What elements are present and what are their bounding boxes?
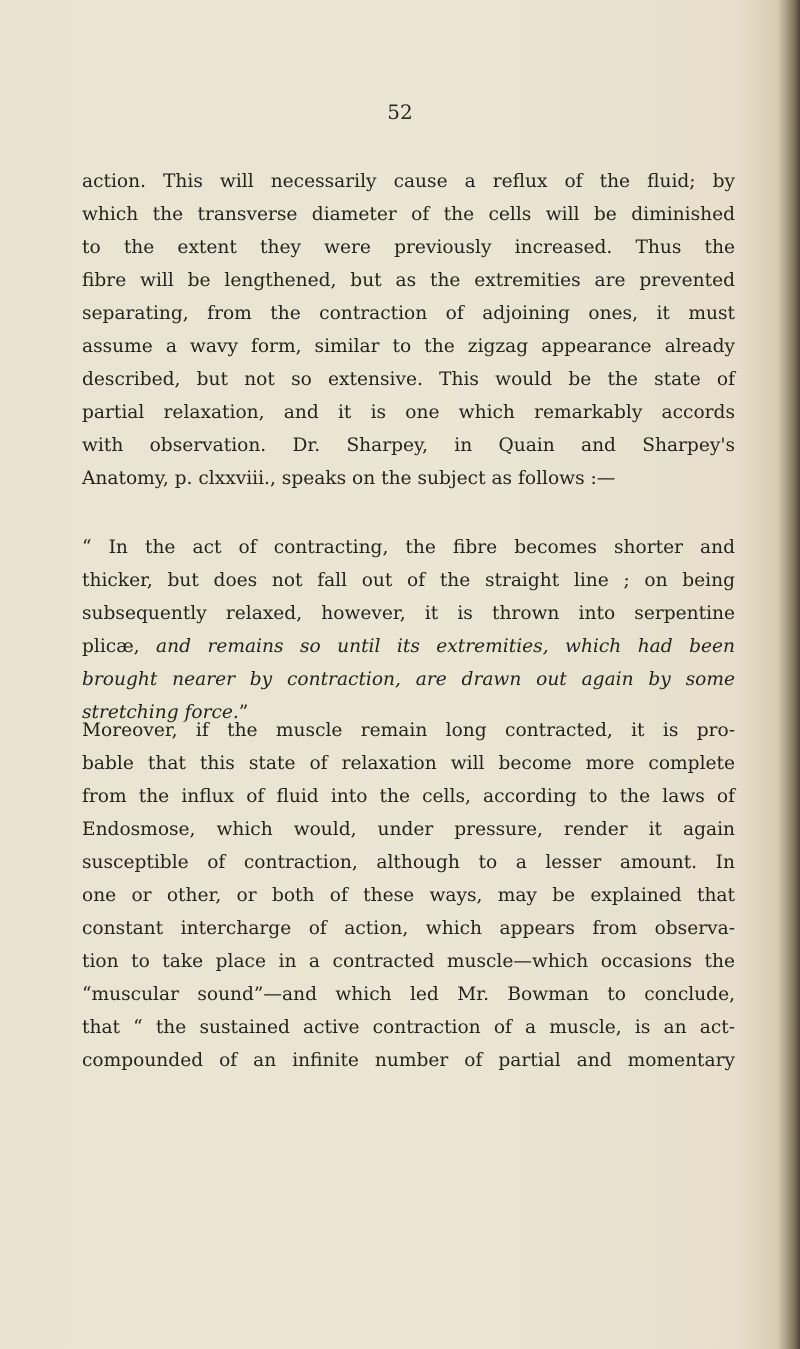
quote-italic-text: brought nearer by contraction, are drawn out again by some	[82, 669, 735, 690]
page-edge-shadow	[778, 0, 800, 1349]
text-line: bable that this state of relaxation will become more complete	[82, 753, 735, 774]
text-line: fibre will be lengthened, but as the extremities are prevented	[82, 270, 735, 291]
text-line: Anatomy, p. clxxviii., speaks on the subject as follows :—	[82, 468, 616, 489]
text-line: assume a wavy form, similar to the zigzag appearance already	[82, 336, 735, 357]
quote-close-mark: ”	[238, 702, 249, 723]
text-line: tion to take place in a contracted muscle—which occasions the	[82, 951, 735, 972]
text-line: Endosmose, which would, under pressure, render it again	[82, 819, 735, 840]
quote-italic-text: stretching force.	[82, 702, 239, 723]
page-number: 52	[387, 100, 413, 124]
quote-line: subsequently relaxed, however, it is thrown into serpentine	[82, 603, 735, 624]
quote-line: thicker, but does not fall out of the straight line ; on being	[82, 570, 735, 591]
quote-plain-text: plicæ,	[82, 636, 157, 657]
text-line: which the transverse diameter of the cells will be diminished	[82, 204, 735, 225]
text-line: that “ the sustained active contraction of a muscle, is an act-	[82, 1017, 735, 1038]
block-quote	[82, 531, 735, 729]
text-line: susceptible of contraction, although to a lesser amount. In	[82, 852, 735, 873]
text-line: with observation. Dr. Sharpey, in Quain and Sharpey's	[82, 435, 735, 456]
text-line: from the influx of fluid into the cells, according to the laws of	[82, 786, 735, 807]
text-line: described, but not so extensive. This would be the state of	[82, 369, 735, 390]
text-line: one or other, or both of these ways, may be explained that	[82, 885, 735, 906]
quote-line	[82, 663, 735, 696]
text-line: compounded of an infinite number of partial and momentary	[82, 1050, 735, 1071]
text-line: partial relaxation, and it is one which remarkably accords	[82, 402, 735, 423]
quote-line: “ In the act of contracting, the fibre becomes shorter and	[82, 537, 735, 558]
quote-italic-text: and remains so until its extremities, which had been	[156, 636, 735, 657]
paragraph-1	[82, 165, 735, 495]
paragraph-2	[82, 714, 735, 1077]
text-line: “muscular sound”—and which led Mr. Bowman to conclude,	[82, 984, 735, 1005]
quote-line	[82, 630, 735, 663]
text-line: Moreover, if the muscle remain long contracted, it is pro-	[82, 720, 735, 741]
text-line: constant intercharge of action, which appears from observa-	[82, 918, 735, 939]
text-line: separating, from the contraction of adjoining ones, it must	[82, 303, 735, 324]
text-line: to the extent they were previously increased. Thus the	[82, 237, 735, 258]
text-line: action. This will necessarily cause a reflux of the fluid; by	[82, 171, 735, 192]
